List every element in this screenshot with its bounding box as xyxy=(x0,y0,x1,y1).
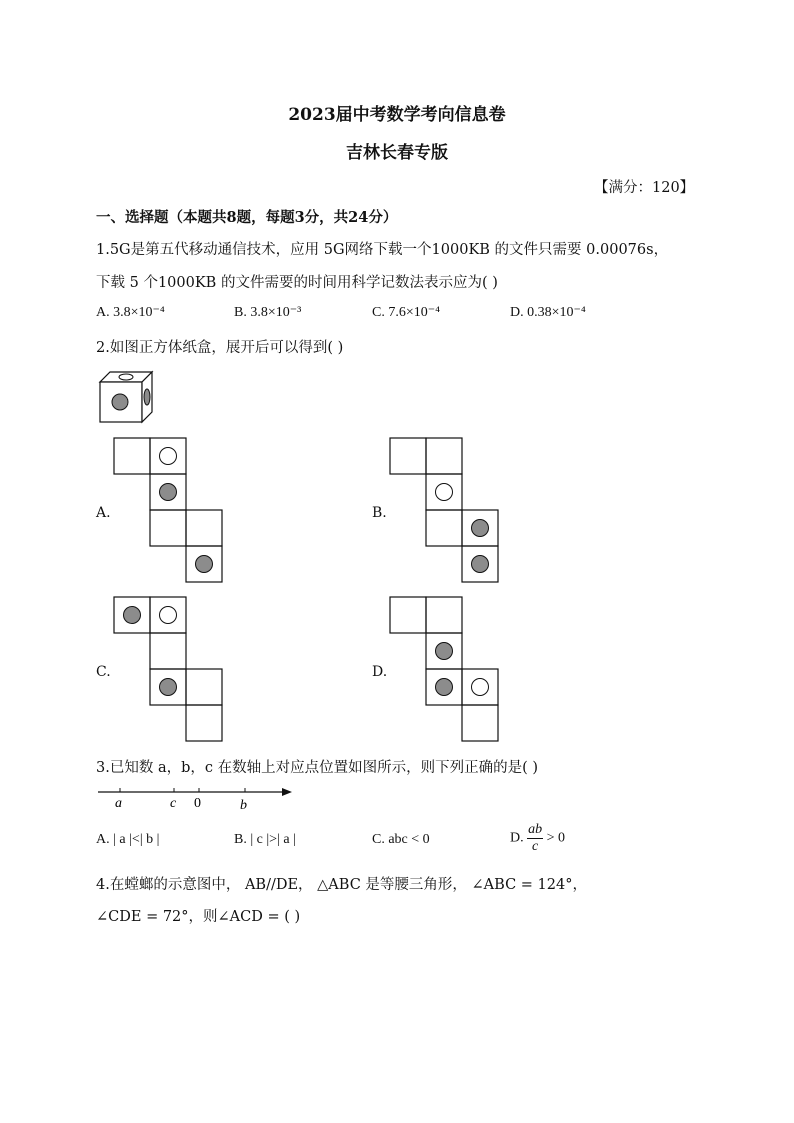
cube-side-circle xyxy=(144,389,150,405)
full-score: 【满分：120】 xyxy=(594,180,695,196)
q3-option-d-prefix: D. xyxy=(510,830,524,846)
net-option-a[interactable] xyxy=(110,436,230,588)
net-a-gray-circle-1 xyxy=(160,484,177,501)
q3-option-a[interactable]: A. | a |<| b | xyxy=(96,832,160,847)
q2-label-b[interactable]: B. xyxy=(372,505,387,521)
label-b: b xyxy=(240,798,247,812)
number-line xyxy=(96,782,300,812)
net-d-gray-circle-1 xyxy=(436,643,453,660)
cube-front-circle xyxy=(112,394,128,410)
net-a-gray-circle-2 xyxy=(196,556,213,573)
q3-option-d-suffix: > 0 xyxy=(546,830,566,846)
label-a: a xyxy=(115,796,122,811)
q1-line2: 下载 5 个1000KB 的文件需要的时间用科学记数法表示应为( ) xyxy=(96,275,498,291)
q2-label-d[interactable]: D. xyxy=(372,664,388,680)
q2-label-c[interactable]: C. xyxy=(96,664,111,680)
net-d-white-circle xyxy=(472,679,489,696)
net-b-gray-circle-1 xyxy=(472,520,489,537)
label-c: c xyxy=(170,796,177,811)
q3-text: 3.已知数 a，b，c 在数轴上对应点位置如图所示，则下列正确的是( ) xyxy=(96,760,539,776)
label-0: 0 xyxy=(194,796,201,811)
net-option-b[interactable] xyxy=(386,436,506,588)
fraction-denominator: c xyxy=(532,839,539,854)
q1-option-d[interactable]: D. 0.38×10⁻⁴ xyxy=(510,305,586,320)
net-d-gray-circle-2 xyxy=(436,679,453,696)
q1-option-b[interactable]: B. 3.8×10⁻³ xyxy=(234,305,302,320)
cube-figure xyxy=(94,366,164,426)
net-c-gray-circle-2 xyxy=(160,679,177,696)
q1-option-c[interactable]: C. 7.6×10⁻⁴ xyxy=(372,305,441,320)
paper-subtitle: 吉林长春专版 xyxy=(346,143,448,163)
net-b-white-circle xyxy=(436,484,453,501)
net-b-gray-circle-2 xyxy=(472,556,489,573)
q1-line1: 1.5G是第五代移动通信技术，应用 5G网络下载一个1000KB 的文件只需要 0.00076s， xyxy=(96,242,669,258)
net-c-gray-circle-1 xyxy=(124,607,141,624)
cube-top-circle xyxy=(119,374,133,380)
q3-option-d-fraction xyxy=(527,822,543,855)
section-heading: 一、选择题（本题共8题，每题3分，共24分） xyxy=(96,209,398,226)
q3-option-c[interactable]: C. abc < 0 xyxy=(372,832,430,847)
q1-option-a[interactable]: A. 3.8×10⁻⁴ xyxy=(96,305,165,320)
net-option-d[interactable] xyxy=(386,595,506,747)
net-c-white-circle xyxy=(160,607,177,624)
fraction-numerator: ab xyxy=(528,822,543,837)
q3-option-d[interactable] xyxy=(510,822,565,855)
net-option-c[interactable] xyxy=(110,595,230,747)
paper-title: 2023届中考数学考向信息卷 xyxy=(288,105,506,125)
q2-label-a[interactable]: A. xyxy=(96,505,111,521)
axis-arrow xyxy=(282,788,292,796)
q4-line1: 4.在螳螂的示意图中， AB//DE， △ABC 是等腰三角形， ∠ABC = 124°， xyxy=(96,877,587,893)
q3-option-b[interactable]: B. | c |>| a | xyxy=(234,832,296,847)
q4-line2: ∠CDE = 72°，则∠ACD = ( ) xyxy=(96,909,301,925)
net-a-white-circle xyxy=(160,448,177,465)
q2-text: 2.如图正方体纸盒，展开后可以得到( ) xyxy=(96,340,344,356)
